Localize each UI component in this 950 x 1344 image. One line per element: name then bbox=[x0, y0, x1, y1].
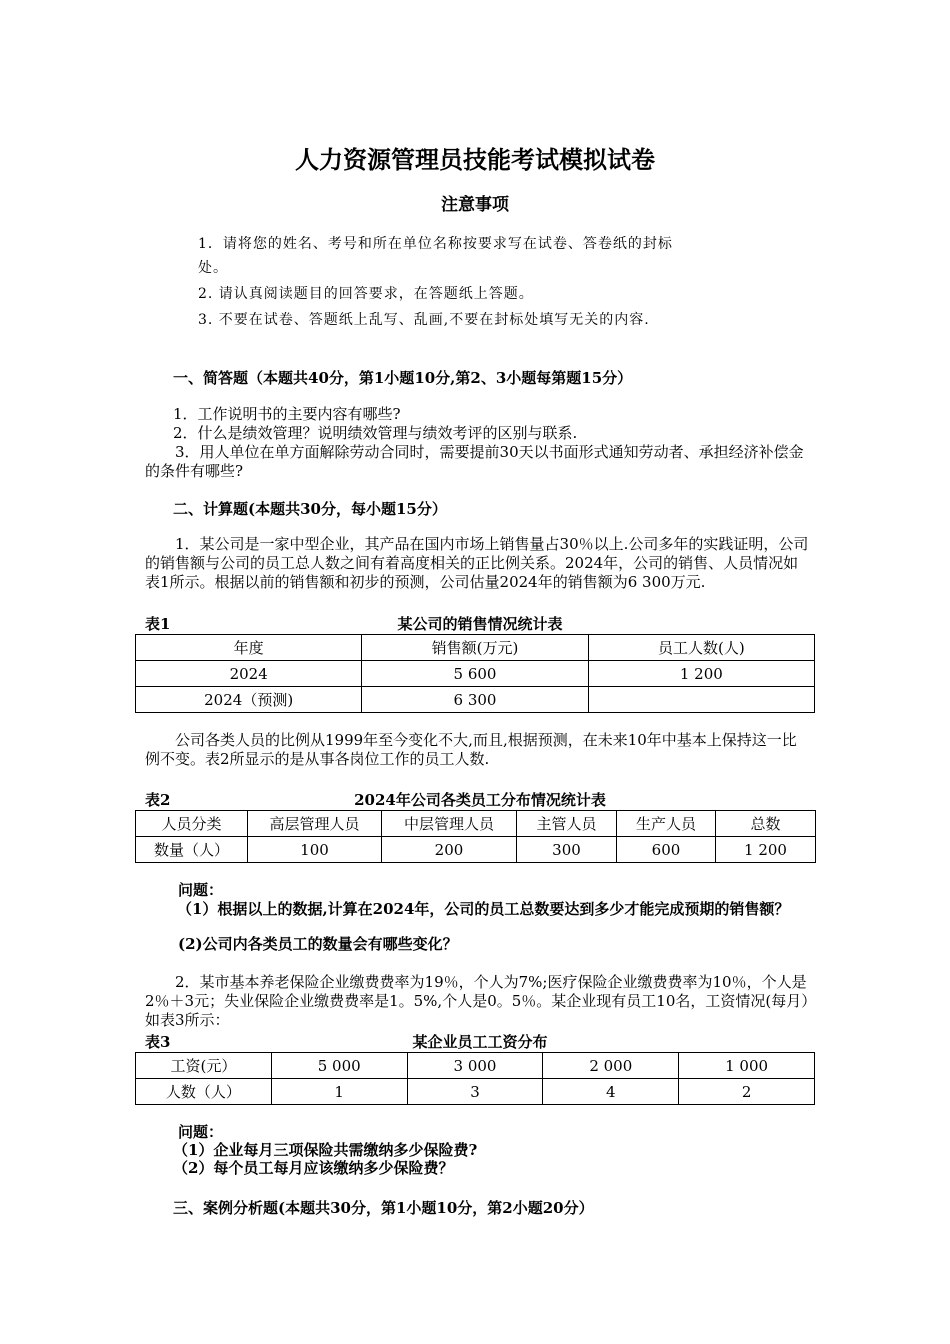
table2-cell: 200 bbox=[382, 837, 517, 863]
table2-header-cell: 主管人员 bbox=[517, 811, 617, 837]
table1-sales bbox=[135, 634, 815, 713]
table1-cell bbox=[588, 687, 814, 713]
table3-cell: 5 000 bbox=[271, 1053, 407, 1079]
section2-para2: 公司各类人员的比例从1999年至今变化不大,而且,根据预测，在未来10年中基本上保持这一比例不变。表2所显示的是从事各岗位工作的员工人数. bbox=[145, 731, 797, 768]
table2-cell: 数量（人） bbox=[136, 837, 248, 863]
section1-q2: 2．什么是绩效管理？说明绩效管理与绩效考评的区别与联系. bbox=[173, 424, 578, 442]
questions1-q2: (2)公司内各类员工的数量会有哪些变化？ bbox=[178, 935, 458, 953]
table3-number: 表3 bbox=[145, 1033, 171, 1051]
table1-number: 表1 bbox=[145, 615, 171, 633]
table1-cell: 1 200 bbox=[588, 661, 814, 687]
table2-distribution bbox=[135, 810, 816, 863]
table3-cell: 3 bbox=[407, 1079, 543, 1105]
section1-heading: 一、简答题（本题共40分，第1小题10分,第2、3小题每第题15分） bbox=[173, 369, 633, 387]
table1-title: 某公司的销售情况统计表 bbox=[397, 615, 563, 633]
notice-title: 注意事项 bbox=[441, 195, 509, 215]
table2-cell: 1 200 bbox=[716, 837, 816, 863]
table1-header-row bbox=[136, 635, 815, 661]
table2-header-cell: 生产人员 bbox=[617, 811, 716, 837]
table3-cell: 3 000 bbox=[407, 1053, 543, 1079]
section2-heading: 二、计算题(本题共30分，每小题15分） bbox=[173, 500, 447, 518]
table3-cell: 4 bbox=[543, 1079, 679, 1105]
table-row bbox=[136, 837, 816, 863]
table3-wages bbox=[135, 1052, 815, 1105]
table1-caption bbox=[145, 613, 815, 633]
table1-cell: 2024（预测) bbox=[136, 687, 362, 713]
table2-cell: 300 bbox=[517, 837, 617, 863]
table-row bbox=[136, 1053, 815, 1079]
table3-cell: 工资(元） bbox=[136, 1053, 272, 1079]
table3-cell: 2 bbox=[679, 1079, 815, 1105]
section3-heading: 三、案例分析题(本题共30分，第1小题10分，第2小题20分） bbox=[173, 1199, 594, 1217]
table-row bbox=[136, 687, 815, 713]
table1-header-cell: 销售额(万元) bbox=[362, 635, 588, 661]
table2-header-cell: 总数 bbox=[716, 811, 816, 837]
table2-header-cell: 中层管理人员 bbox=[382, 811, 517, 837]
section1-q1: 1．工作说明书的主要内容有哪些? bbox=[173, 405, 401, 423]
table1-cell: 5 600 bbox=[362, 661, 588, 687]
table1-cell: 2024 bbox=[136, 661, 362, 687]
table1-cell: 6 300 bbox=[362, 687, 588, 713]
table3-cell: 2 000 bbox=[543, 1053, 679, 1079]
table3-cell: 人数（人） bbox=[136, 1079, 272, 1105]
table3-cell: 1 bbox=[271, 1079, 407, 1105]
section2-para1: 1．某公司是一家中型企业，其产品在国内市场上销售量占30％以上.公司多年的实践证明，公司的销售额与公司的员工总人数之间有着高度相关的正比例关系。2024年，公司的销售、人员情况如表1所示。根据以前的销售额和初步的预测，公司估量2024年的销售额为6 300万元. bbox=[145, 535, 809, 591]
table2-header-cell: 高层管理人员 bbox=[248, 811, 382, 837]
table3-caption bbox=[145, 1031, 815, 1051]
table2-cell: 600 bbox=[617, 837, 716, 863]
notice-line-3: 3. 不要在试卷、答题纸上乱写、乱画,不要在封标处填写无关的内容. bbox=[198, 312, 650, 328]
table2-title: 2024年公司各类员工分布情况统计表 bbox=[354, 791, 606, 809]
table3-title: 某企业员工工资分布 bbox=[412, 1033, 548, 1051]
table-row bbox=[136, 1079, 815, 1105]
table2-caption bbox=[145, 789, 815, 809]
page-title: 人力资源管理员技能考试模拟试卷 bbox=[295, 145, 655, 174]
questions2-label: 问题： bbox=[178, 1123, 224, 1141]
questions1-q1: （1）根据以上的数据,计算在2024年，公司的员工总数要达到多少才能完成预期的销售额？ bbox=[177, 900, 790, 918]
notice-line-1-cont: 处。 bbox=[198, 260, 228, 276]
table2-cell: 100 bbox=[248, 837, 382, 863]
section2-para3: 2．某市基本养老保险企业缴费费率为19％，个人为7%;医疗保险企业缴费费率为10％，个人是2％＋3元；失业保险企业缴费费率是1。5%,个人是0。5％。某企业现有员工10名，工资情况(每月）如表3所示： bbox=[145, 973, 809, 1029]
questions2-q1: （1）企业每月三项保险共需缴纳多少保险费? bbox=[173, 1141, 478, 1159]
table3-cell: 1 000 bbox=[679, 1053, 815, 1079]
table2-header-cell: 人员分类 bbox=[136, 811, 248, 837]
table1-header-cell: 年度 bbox=[136, 635, 362, 661]
questions2-q2: （2）每个员工每月应该缴纳多少保险费？ bbox=[173, 1159, 454, 1177]
table-row bbox=[136, 661, 815, 687]
section1-q3: 3．用人单位在单方面解除劳动合同时，需要提前30天以书面形式通知劳动者、承担经济补偿金的条件有哪些? bbox=[145, 443, 804, 480]
questions1-label: 问题： bbox=[178, 881, 224, 899]
table1-header-cell: 员工人数(人) bbox=[588, 635, 814, 661]
table2-header-row bbox=[136, 811, 816, 837]
table2-number: 表2 bbox=[145, 791, 171, 809]
notice-line-2: 2. 请认真阅读题目的回答要求，在答题纸上答题。 bbox=[198, 286, 534, 302]
notice-line-1: 1．请将您的姓名、考号和所在单位名称按要求写在试卷、答卷纸的封标 bbox=[198, 236, 673, 252]
